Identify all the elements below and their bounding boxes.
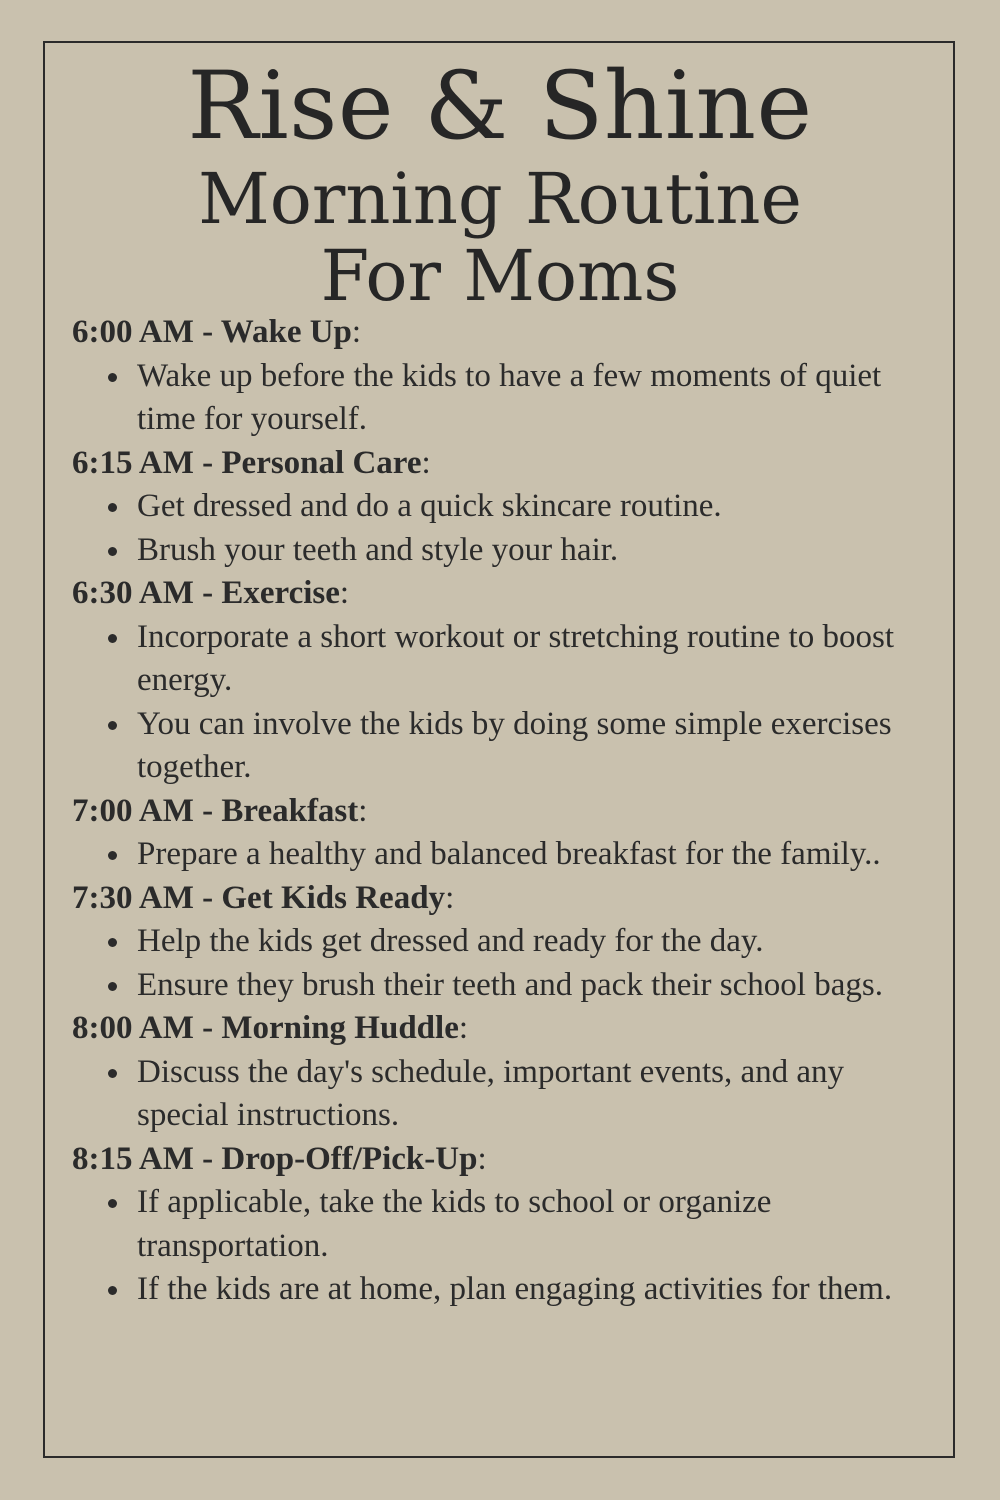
bullet-list (72, 833, 942, 877)
section-heading-text: 8:15 AM - Drop-Off/Pick-Up (72, 1140, 478, 1177)
heading-colon: : (339, 575, 350, 611)
section-heading (72, 572, 942, 616)
bullet-text: Incorporate a short workout or stretching routine to boost energy. (137, 618, 894, 698)
routine-section-8-15-am-drop-off-pick-up (72, 1138, 942, 1312)
bullet-dot-icon (108, 547, 117, 556)
bullet-dot-icon (108, 721, 117, 730)
bullet-text: Help the kids get dressed and ready for the day. (137, 923, 764, 959)
bullet-dot-icon (108, 938, 117, 947)
title-for-moms: For Moms (320, 235, 680, 317)
section-heading-text: 6:00 AM - Wake Up (72, 314, 352, 350)
bullet-text: Ensure they brush their teeth and pack their school bags. (137, 966, 883, 1003)
bullet-item (72, 703, 942, 790)
section-heading-text: 8:00 AM - Morning Huddle (72, 1010, 459, 1046)
bullet-list (72, 485, 942, 572)
section-heading-text: 7:30 AM - Get Kids Ready (72, 879, 446, 916)
bullet-item (72, 920, 942, 964)
bullet-list (72, 616, 942, 790)
section-heading (72, 442, 942, 486)
bullet-list (72, 355, 942, 442)
section-heading (72, 1138, 942, 1182)
bullet-dot-icon (108, 634, 117, 643)
bullet-text: Discuss the day's schedule, important events, and any special instructions. (137, 1053, 845, 1133)
heading-colon: : (445, 879, 455, 916)
bullet-item (72, 964, 942, 1008)
bullet-item (72, 485, 942, 529)
routine-section-7-00-am-breakfast (72, 790, 942, 877)
title-morning-routine: Morning Routine (198, 158, 802, 240)
heading-colon: : (358, 792, 368, 829)
heading-colon: : (421, 444, 431, 481)
bullet-item (72, 833, 942, 877)
heading-colon: : (351, 314, 362, 350)
routine-section-6-15-am-personal-care (72, 442, 942, 573)
section-heading-text: 6:30 AM - Exercise (72, 575, 340, 611)
bullet-dot-icon (108, 982, 117, 991)
bullet-text: Get dressed and do a quick skincare routine. (137, 488, 722, 524)
routine-section-6-30-am-exercise (72, 572, 942, 790)
routine-section-6-00-am-wake-up (72, 311, 942, 442)
heading-colon: : (458, 1010, 469, 1046)
bullet-item (72, 1181, 942, 1268)
bullet-dot-icon (108, 851, 117, 860)
bullet-item (72, 616, 942, 703)
bullet-text: Wake up before the kids to have a few moments of quiet time for yourself. (137, 357, 882, 437)
bullet-item (72, 1051, 942, 1138)
heading-colon: : (477, 1140, 487, 1177)
bullet-item (72, 1268, 942, 1312)
section-heading-text: 6:15 AM - Personal Care (72, 444, 422, 481)
bullet-item (72, 355, 942, 442)
bullet-text: You can involve the kids by doing some simple exercises together. (137, 705, 892, 785)
bullet-list (72, 1181, 942, 1312)
routine-section-8-00-am-morning-huddle (72, 1007, 942, 1138)
bullet-text: If the kids are at home, plan engaging activities for them. (137, 1271, 893, 1307)
bullet-dot-icon (108, 1286, 117, 1295)
bullet-text: Prepare a healthy and balanced breakfast for the family.. (137, 836, 881, 872)
bullet-dot-icon (108, 1069, 117, 1078)
section-heading (72, 790, 942, 834)
bullet-dot-icon (108, 503, 117, 512)
routine-section-7-30-am-get-kids-ready (72, 877, 942, 1008)
section-heading-text: 7:00 AM - Breakfast (72, 792, 359, 829)
routine-list (72, 311, 942, 1312)
bullet-list (72, 920, 942, 1007)
section-heading (72, 311, 942, 355)
bullet-dot-icon (108, 373, 117, 382)
bullet-list (72, 1051, 942, 1138)
bullet-item (72, 529, 942, 573)
bullet-text: If applicable, take the kids to school or organize transportation. (137, 1184, 772, 1264)
title-rise-and-shine: Rise & Shine (187, 52, 813, 161)
section-heading (72, 877, 942, 921)
bullet-dot-icon (108, 1199, 117, 1208)
bullet-text: Brush your teeth and style your hair. (137, 531, 619, 568)
section-heading (72, 1007, 942, 1051)
